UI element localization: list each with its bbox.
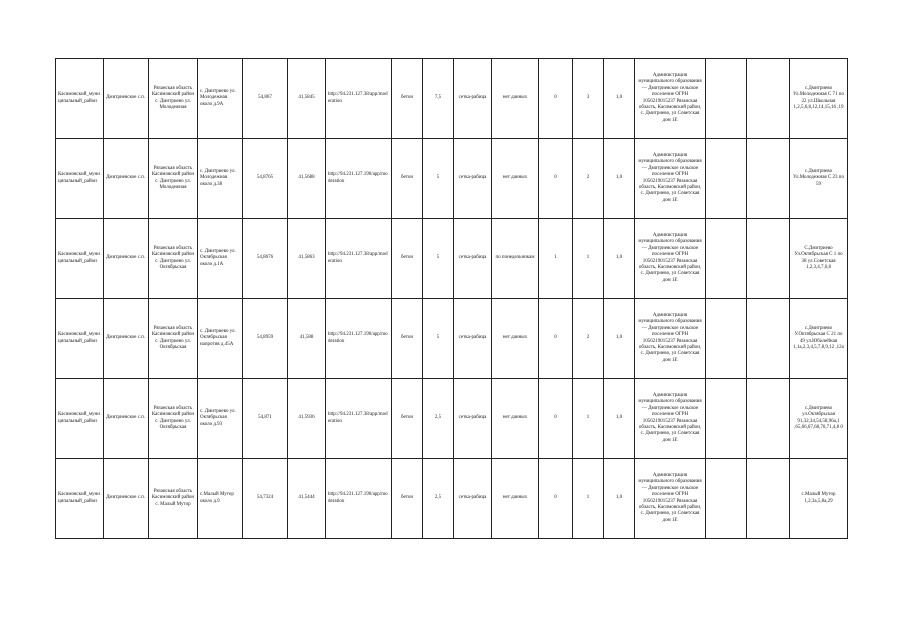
surface-cell: бетон (392, 59, 423, 139)
sources-cell: с.Дмитриево Ул.Молодежная С 23 по 59 (790, 139, 848, 219)
fence-cell: сетка-рабица (454, 379, 492, 459)
area-cell: 5 (423, 299, 454, 379)
volume-cell: 1,0 (604, 459, 635, 539)
latitude-cell: 54,867 (243, 59, 288, 139)
settlement-cell: Дмитриевское с.п. (104, 59, 149, 139)
empty-cell (747, 139, 790, 219)
settlement-cell: Дмитриевское с.п. (104, 299, 149, 379)
district-cell: Касимовский_муниципальный_район (56, 139, 104, 219)
longitude-cell: 41,5863 (288, 219, 326, 299)
sources-cell: с.Малый Мутор 1,2,3а,5,8а,29 (790, 459, 848, 539)
surface-cell: бетон (392, 139, 423, 219)
empty-cell (706, 139, 747, 219)
empty-cell (706, 299, 747, 379)
count-cell: 0 (539, 379, 573, 459)
link-cell: http://94.231.127.190/app/moderation (326, 139, 392, 219)
latitude-cell: 54,7324 (243, 459, 288, 539)
owner-cell: Администрация муниципального образования — Дмитриевское сельское поселение ОГРН 1056219015237 Рязанская область, Касимовский район, с. Дмитриево, ул Советская дом 1Е (635, 59, 706, 139)
link-cell: http://94.231.127.38/app/moderation (326, 219, 392, 299)
area-cell: 2,5 (423, 459, 454, 539)
table-row (56, 59, 848, 139)
settlement-cell: Дмитриевское с.п. (104, 459, 149, 539)
address-cell: Рязанская область Касимовский район с. Дмитриево ул. Октябрьская (149, 219, 198, 299)
latitude-cell: 54,8676 (243, 219, 288, 299)
latitude-cell: 54,8959 (243, 299, 288, 379)
sources-cell: с.Дмитриево ул.Октябрьская 91,32,34,54,58,96а,1 ,65,66,67,68,70,71,4,8 0 (790, 379, 848, 459)
sources-cell: с.Дмитриево У.Октябрьская С 21 по 49 ул.Юбилейная 1,1а,2,3,4,5,7,8,9,12 ,12а (790, 299, 848, 379)
longitude-cell: 41,5936 (288, 379, 326, 459)
latitude-cell: 54,871 (243, 379, 288, 459)
district-cell: Касимовский_муниципальный_район (56, 219, 104, 299)
settlement-cell: Дмитриевское с.п. (104, 219, 149, 299)
volume-cell: 1,0 (604, 139, 635, 219)
table-row (56, 299, 848, 379)
location-cell: с. Дмитриево ул. Молодежная около д.38 (198, 139, 243, 219)
empty-cell (747, 299, 790, 379)
location-cell: с. Дмитриево ул. Октябрьская напротив д.45А (198, 299, 243, 379)
table-row (56, 459, 848, 539)
count-cell: 0 (539, 139, 573, 219)
location-cell: с.Малый Мутор около д.9 (198, 459, 243, 539)
owner-cell: Администрация муниципального образования — Дмитриевское сельское поселение ОГРН 1056219015237 Рязанская область, Касимовский район, с. Дмитриево, ул Советская дом 1Е (635, 379, 706, 459)
schedule-cell: нет данных (492, 59, 539, 139)
schedule-cell: нет данных (492, 379, 539, 459)
empty-cell (706, 459, 747, 539)
schedule-cell: нет данных (492, 299, 539, 379)
district-cell: Касимовский_муниципальный_район (56, 59, 104, 139)
location-cell: с. Дмитриево ул. Молодежная около д.9А (198, 59, 243, 139)
schedule-cell: по понедельникам (492, 219, 539, 299)
district-cell: Касимовский_муниципальный_район (56, 459, 104, 539)
surface-cell: бетон (392, 459, 423, 539)
empty-cell (747, 59, 790, 139)
schedule-cell: нет данных (492, 459, 539, 539)
area-cell: 2,5 (423, 379, 454, 459)
owner-cell: Администрация муниципального образования — Дмитриевское сельское поселение ОГРН 1056219015237 Рязанская область, Касимовский район, с. Дмитриево, ул Советская дом 1Е (635, 299, 706, 379)
owner-cell: Администрация муниципального образования — Дмитриевское сельское поселение ОГРН 1056219015237 Рязанская область, Касимовский район, с. Дмитриево, ул Советская дом 1Е (635, 459, 706, 539)
longitude-cell: 41,5845 (288, 59, 326, 139)
longitude-cell: 41,588 (288, 299, 326, 379)
volume-cell: 1,0 (604, 219, 635, 299)
registry-table (55, 58, 848, 539)
longitude-cell: 41,5444 (288, 459, 326, 539)
location-cell: с. Дмитриево ул. Октябрьская около д.93 (198, 379, 243, 459)
table-body (56, 59, 848, 539)
count-cell: 0 (539, 59, 573, 139)
empty-cell (706, 219, 747, 299)
count-cell: 1 (573, 459, 604, 539)
sources-cell: с.Дмитриево Ул.Молодежная С 71 по 22 ул.Школьная 1,2,5,6,8,12,14,15,16 ,19 (790, 59, 848, 139)
table-row (56, 379, 848, 459)
empty-cell (747, 219, 790, 299)
address-cell: Рязанская область Касимовский район с. Дмитриево ул. Октябрьская (149, 379, 198, 459)
location-cell: с. Дмитриево ул. Октябрьская около д.1А (198, 219, 243, 299)
owner-cell: Администрация муниципального образования — Дмитриевское сельское поселение ОГРН 1056219015237 Рязанская область, Касимовский район, с. Дмитриево, ул Советская дом 1Е (635, 139, 706, 219)
settlement-cell: Дмитриевское с.п. (104, 139, 149, 219)
fence-cell: сетка-рабица (454, 219, 492, 299)
volume-cell: 1,0 (604, 59, 635, 139)
count-cell: 1 (573, 219, 604, 299)
count-cell: 2 (573, 299, 604, 379)
longitude-cell: 41,5688 (288, 139, 326, 219)
settlement-cell: Дмитриевское с.п. (104, 379, 149, 459)
surface-cell: бетон (392, 219, 423, 299)
area-cell: 7,5 (423, 59, 454, 139)
sources-cell: С.Дмитриево Ул.Октябрьская С 1 по 38 ул.Советская 1,2,3,4,7,6,8 (790, 219, 848, 299)
table-row (56, 139, 848, 219)
count-cell: 1 (573, 379, 604, 459)
count-cell: 1 (539, 219, 573, 299)
district-cell: Касимовский_муниципальный_район (56, 379, 104, 459)
count-cell: 3 (573, 59, 604, 139)
count-cell: 2 (573, 139, 604, 219)
link-cell: http://94.231.127.38/app/moderation (326, 379, 392, 459)
owner-cell: Администрация муниципального образования — Дмитриевское сельское поселение ОГРН 1056219015237 Рязанская область, Касимовский район, с. Дмитриево, ул Советская дом 1Е (635, 219, 706, 299)
link-cell: http://94.231.127.38/app/moderation (326, 59, 392, 139)
fence-cell: сетка-рабица (454, 299, 492, 379)
surface-cell: бетон (392, 299, 423, 379)
schedule-cell: нет данных (492, 139, 539, 219)
empty-cell (747, 379, 790, 459)
area-cell: 5 (423, 219, 454, 299)
fence-cell: сетка-рабица (454, 459, 492, 539)
address-cell: Рязанская область Касимовский район с. Дмитриево ул. Молодежная (149, 139, 198, 219)
volume-cell: 1,0 (604, 299, 635, 379)
volume-cell: 1,0 (604, 379, 635, 459)
address-cell: Рязанская область Касимовский район с. Малый Мутор (149, 459, 198, 539)
fence-cell: сетка-рабица (454, 139, 492, 219)
table-row (56, 219, 848, 299)
count-cell: 0 (539, 459, 573, 539)
count-cell: 0 (539, 299, 573, 379)
empty-cell (706, 59, 747, 139)
address-cell: Рязанская область Касимовский район с. Дмитриево ул. Октябрьская (149, 299, 198, 379)
address-cell: Рязанская область Касимовский район с. Дмитриево ул. Молодежная (149, 59, 198, 139)
district-cell: Касимовский_муниципальный_район (56, 299, 104, 379)
latitude-cell: 54,8765 (243, 139, 288, 219)
empty-cell (706, 379, 747, 459)
empty-cell (747, 459, 790, 539)
link-cell: http://94.231.127.190/app/moderation (326, 299, 392, 379)
surface-cell: бетон (392, 379, 423, 459)
link-cell: http://94.231.127.190/app/moderation (326, 459, 392, 539)
area-cell: 5 (423, 139, 454, 219)
fence-cell: сетка-рабица (454, 59, 492, 139)
